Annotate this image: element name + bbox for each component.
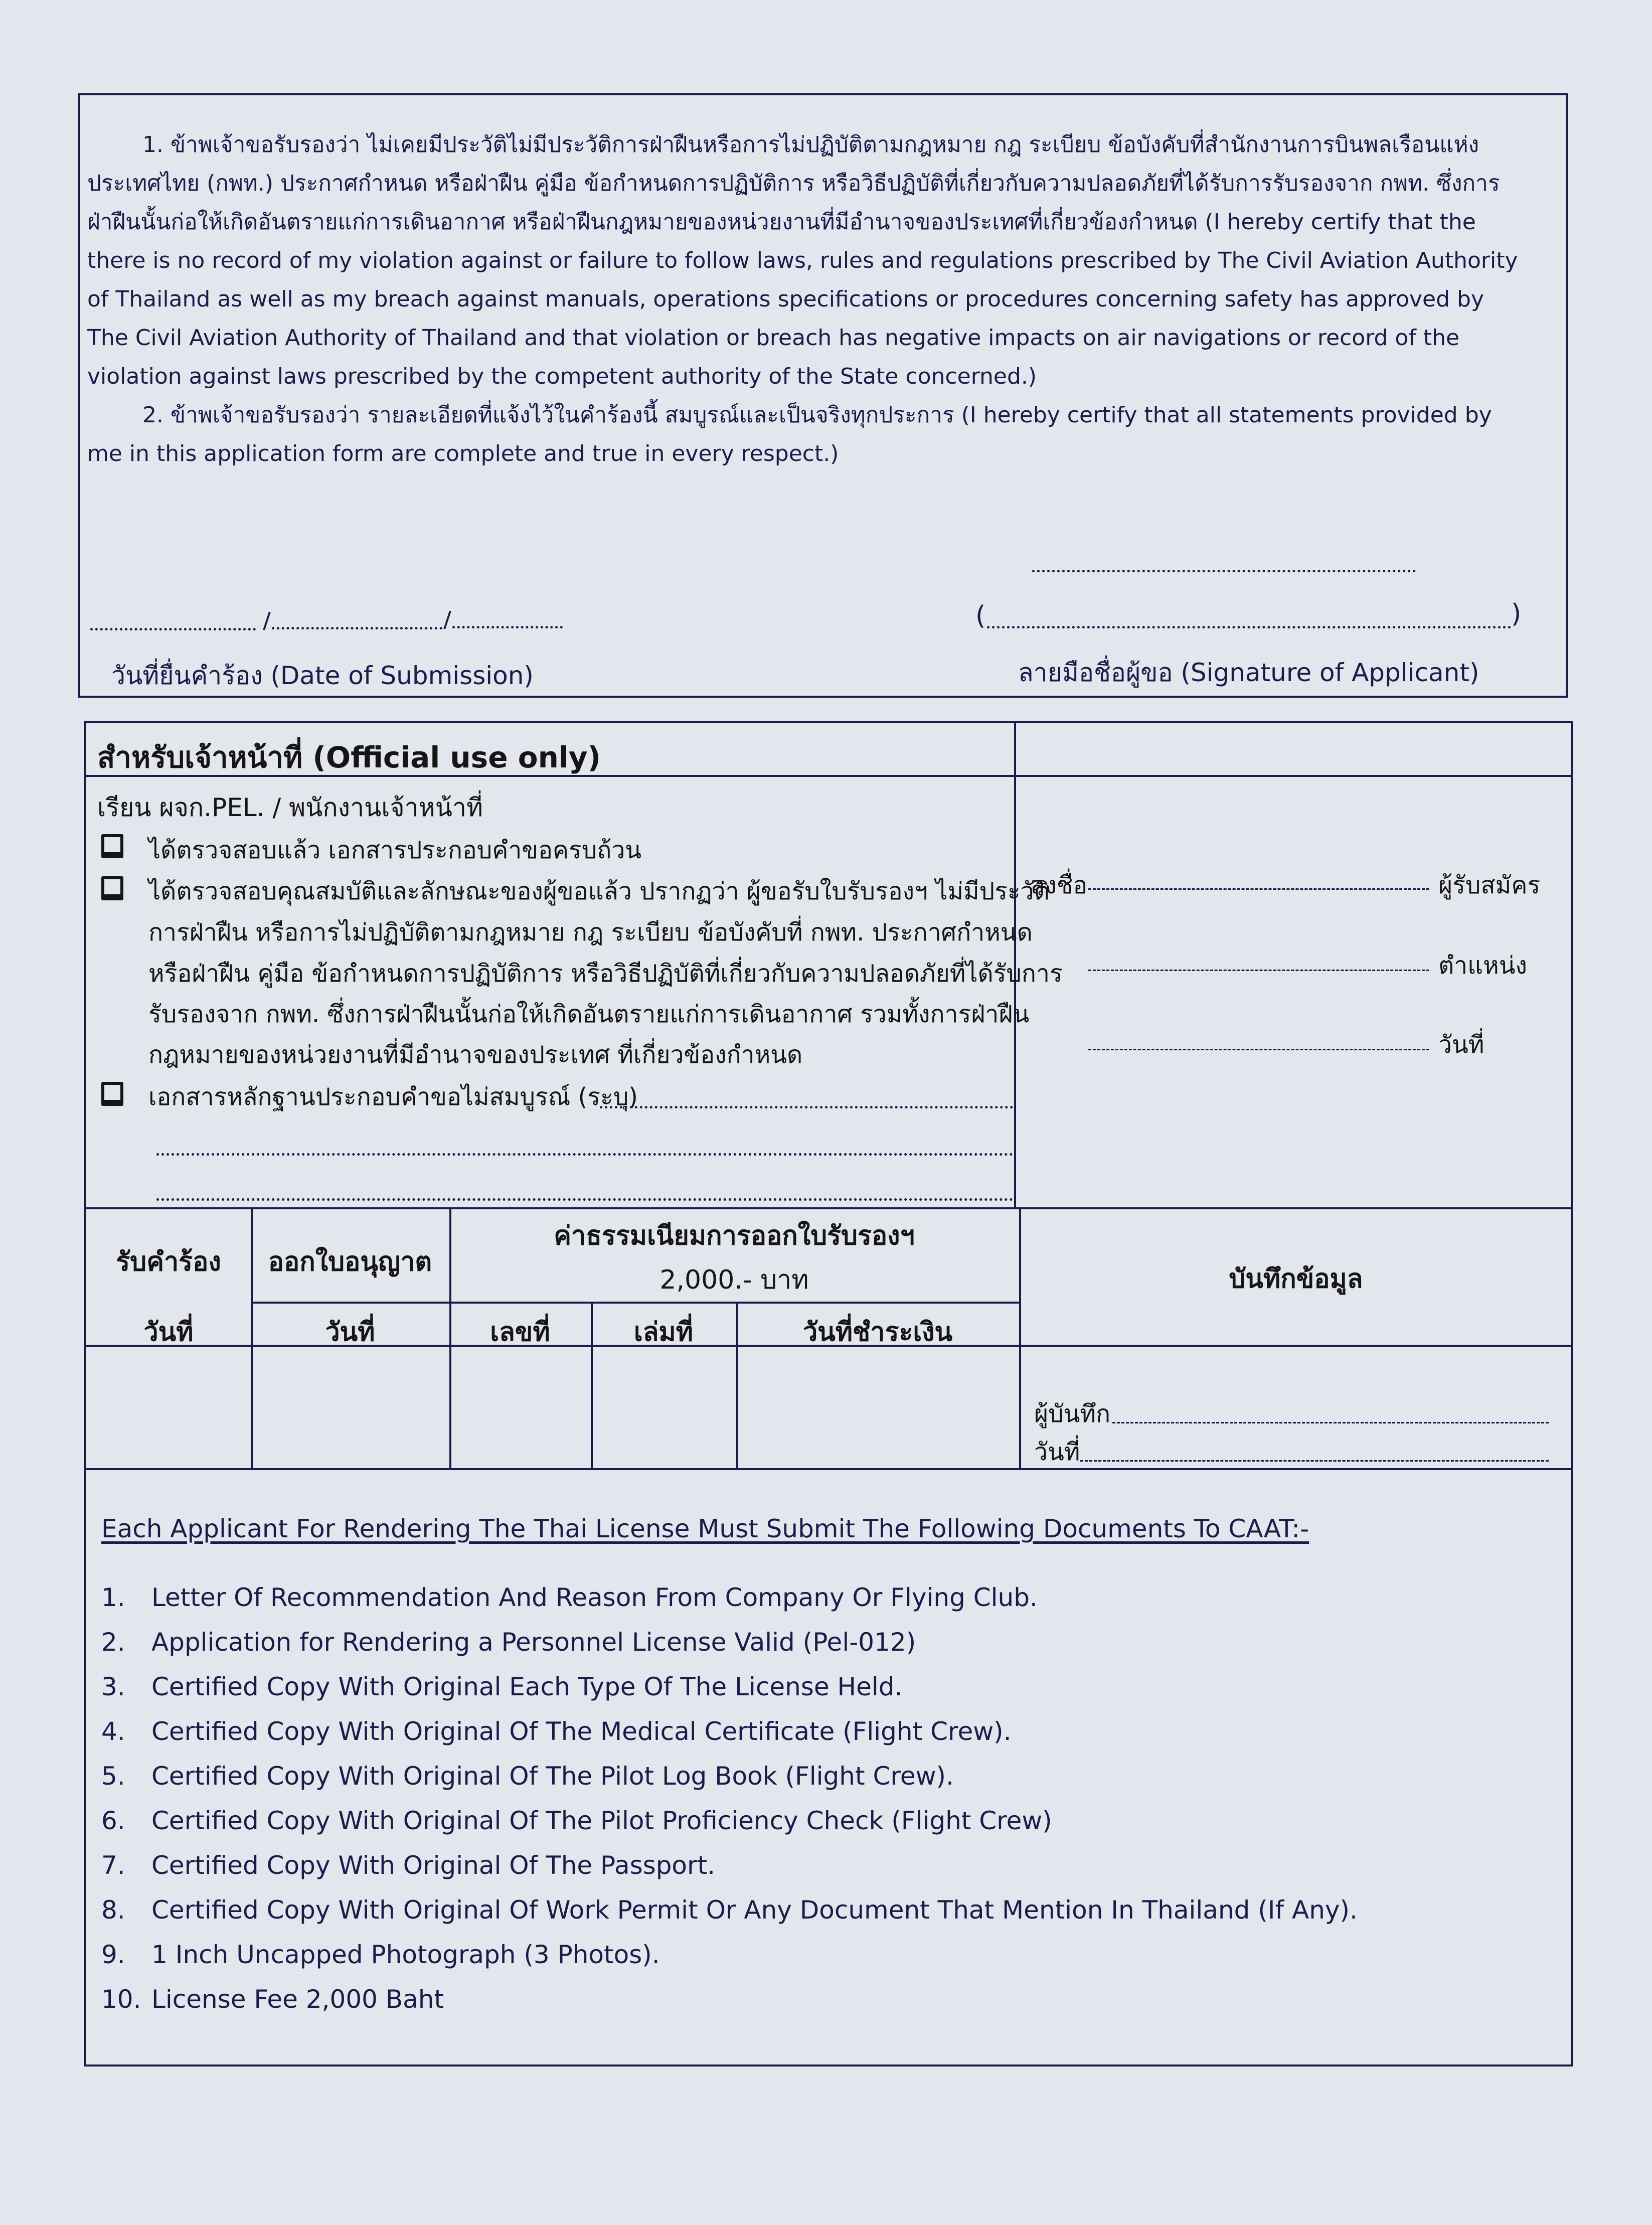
document-item-number: 10. [101,1985,141,2014]
declaration-section [78,93,1568,698]
signature-label: ลายมือชื่อผู้ขอ (Signature of Applicant) [1018,658,1479,687]
receiver-sign-prefix: ลงชื่อ [1030,871,1088,899]
document-item [101,1575,1358,1620]
checkbox-documents-complete-label: ได้ตรวจสอบแล้ว เอกสารประกอบคำขอครบถ้วน [148,836,642,864]
checkbox-qualifications-label-line-2: การฝ่าฝืน หรือการไม่ปฏิบัติตามกฎหมาย กฎ ระเบียบ ข้อบังคับที่ กพท. ประกาศกำหนด [148,918,1033,946]
name-paren-close: ) [1511,599,1522,629]
document-item-text: 1 Inch Uncapped Photograph (3 Photos). [151,1940,660,1969]
recorder-line[interactable] [1112,1422,1549,1423]
document-item-number: 7. [101,1851,125,1880]
receiver-position-label: ตำแหน่ง [1438,951,1527,980]
document-item-text: Certified Copy With Original Of The Passport. [151,1851,716,1880]
checkbox-qualifications-label-line-5: กฎหมายของหน่วยงานที่มีอำนาจของประเทศ ที่เกี่ยวข้องกำหนด [148,1041,803,1069]
record-date-label: วันที่ [1034,1438,1080,1466]
document-item-number: 8. [101,1895,125,1925]
cell-issue-date[interactable] [253,1347,449,1468]
date-year-line[interactable] [452,626,563,628]
receiver-sign-suffix: ผู้รับสมัคร [1438,871,1541,899]
documents-heading: Each Applicant For Rendering The Thai License Must Submit The Following Documents To CAAT:- [101,1514,1309,1543]
official-use-title: สำหรับเจ้าหน้าที่ (Official use only) [97,740,601,774]
document-item [101,1888,1358,1933]
declaration-item-1-number: 1. [142,132,163,157]
table-bottom [86,1468,1573,1470]
document-item-number: 5. [101,1762,125,1791]
document-item-number: 6. [101,1806,125,1835]
col-issue-license-head: ออกใบอนุญาต [268,1247,432,1277]
receiver-date-line[interactable] [1088,1049,1429,1050]
document-item [101,1665,1358,1709]
checkbox-documents-incomplete[interactable] [101,1082,123,1106]
receiver-position-line[interactable] [1088,970,1429,971]
declaration-item-2-text: ข้าพเจ้าขอรับรองว่า รายละเอียดที่แจ้งไว้ในคำร้องนี้ สมบูรณ์และเป็นจริงทุกประการ (I hereby certify that all statements provided by me in this application form are complete and true in every respect.) [87,402,1492,466]
date-separator-2 [443,611,451,629]
fee-amount: 2,000.- บาท [659,1265,809,1295]
document-item-text: Application for Rendering a Personnel License Valid (Pel-012) [151,1628,916,1657]
document-item-text: License Fee 2,000 Baht [151,1985,444,2014]
document-item-text: Certified Copy With Original Of The Pilot Proficiency Check (Flight Crew) [151,1806,1052,1835]
document-item-number: 1. [101,1583,125,1612]
document-item [101,1709,1358,1754]
official-use-section [84,721,1573,2067]
document-item-text: Certified Copy With Original Of Work Permit Or Any Document That Mention In Thailand (If Any). [151,1895,1358,1925]
table-subheader-divider [251,1302,1019,1304]
receiver-date-label: วันที่ [1438,1031,1484,1059]
date-day-line[interactable] [90,628,256,630]
document-item-number: 4. [101,1717,125,1746]
table-col-divider-5 [1019,1207,1021,1468]
signature-line[interactable] [1032,570,1416,572]
checkbox-qualifications-label-line-4: รับรองจาก กพท. ซึ่งการฝ่าฝืนนั้นก่อให้เกิดอันตรายแก่การเดินอากาศ รวมทั้งการฝ่าฝืน [148,1000,1030,1028]
cell-receive-date[interactable] [86,1347,251,1468]
official-addressee: เรียน ผจก.PEL. / พนักงานเจ้าหน้าที่ [97,793,483,822]
declaration-item-2 [87,396,1526,473]
checkbox-qualifications-label-line-1: ได้ตรวจสอบคุณสมบัติและลักษณะของผู้ขอแล้ว ปรากฏว่า ผู้ขอรับใบรับรองฯ ไม่มีประวัติ [148,877,1050,905]
col-receipt-book: เล่มที่ [633,1317,694,1347]
cell-payment-date[interactable] [738,1347,1019,1468]
receiver-signature-line[interactable] [1088,888,1429,890]
name-paren-open: ( [975,601,986,631]
checkbox-qualifications-verified[interactable] [101,876,123,900]
document-item [101,1977,1358,2022]
record-date-line[interactable] [1080,1460,1549,1462]
document-item-text: Letter Of Recommendation And Reason From Company Or Flying Club. [151,1583,1038,1612]
date-separator-1 [263,612,271,630]
divider-table-top [86,1207,1573,1209]
col-fee-head: ค่าธรรมเนียมการออกใบรับรองฯ [554,1221,915,1251]
date-month-line[interactable] [272,627,442,629]
document-item [101,1843,1358,1888]
declaration-item-1 [87,125,1526,396]
col-receive-request-head: รับคำร้อง [116,1247,221,1277]
checkbox-qualifications-label-line-3: หรือฝ่าฝืน คู่มือ ข้อกำหนดการปฏิบัติการ หรือวิธีปฏิบัติที่เกี่ยวกับความปลอดภัยที่ได้รับการ [148,960,1063,988]
col-receipt-number: เลขที่ [490,1317,550,1347]
document-item-number: 3. [101,1672,125,1701]
cell-receipt-book[interactable] [593,1347,736,1468]
checkbox-documents-incomplete-label: เอกสารหลักฐานประกอบคำขอไม่สมบูรณ์ (ระบุ) [148,1083,638,1111]
document-item-text: Certified Copy With Original Of The Pilot Log Book (Flight Crew). [151,1762,954,1791]
printed-name-line[interactable] [987,626,1511,628]
recorder-label: ผู้บันทึก [1034,1400,1111,1428]
incomplete-specify-line-2[interactable] [156,1153,1013,1156]
checkbox-documents-complete[interactable] [101,834,123,858]
declaration-item-1-text: ข้าพเจ้าขอรับรองว่า ไม่เคยมีประวัติไม่มีประวัติการฝ่าฝืนหรือการไม่ปฏิบัติตามกฎหมาย กฎ ระเบียบ ข้อบังคับที่สำนักงานการบินพลเรือนแห่งประเทศไทย (กพท.) ประกาศกำหนด หรือฝ่าฝืน คู่มือ ข้อกำหนดการปฏิบัติการ หรือวิธีปฏิบัติที่เกี่ยวกับความปลอดภัยที่ได้รับการรับรองจาก กพท. ซึ่งการฝ่าฝืนนั้นก่อให้เกิดอันตรายแก่การเดินอากาศ หรือฝ่าฝืนกฎหมายของหน่วยงานที่มีอำนาจของประเทศที่เกี่ยวข้องกำหนด (I hereby certify that the there is no record of my violation against or failure to follow laws, rules and regulations prescribed by The Civil Aviation Authority of Thailand as well as my breach against manuals, operations specifications or procedures concerning safety has approved by The Civil Aviation Authority of Thailand and that violation or breach has negative impacts on air navigations or record of the violation against laws prescribed by the competent authority of the State concerned.) [87,132,1518,389]
declaration-text [87,125,1526,473]
col-issue-license-date: วันที่ [325,1317,375,1347]
col-payment-date: วันที่ชำระเงิน [802,1317,953,1347]
documents-list [101,1575,1358,2022]
declaration-item-2-number: 2. [142,402,163,428]
document-item-number: 2. [101,1628,125,1657]
document-item [101,1754,1358,1799]
document-item [101,1933,1358,1977]
incomplete-specify-line-3[interactable] [156,1198,1013,1201]
document-item [101,1799,1358,1843]
incomplete-specify-line-1[interactable] [600,1106,1013,1108]
col-receive-request-date: วันที่ [143,1317,194,1347]
document-item [101,1620,1358,1665]
document-item-text: Certified Copy With Original Of The Medical Certificate (Flight Crew). [151,1717,1012,1746]
col-record-head: บันทึกข้อมูล [1229,1264,1363,1294]
document-item-text: Certified Copy With Original Each Type Of The License Held. [151,1672,903,1701]
submission-date-label: วันที่ยื่นคำร้อง (Date of Submission) [111,661,534,690]
cell-receipt-number[interactable] [451,1347,591,1468]
document-item-number: 9. [101,1940,125,1969]
